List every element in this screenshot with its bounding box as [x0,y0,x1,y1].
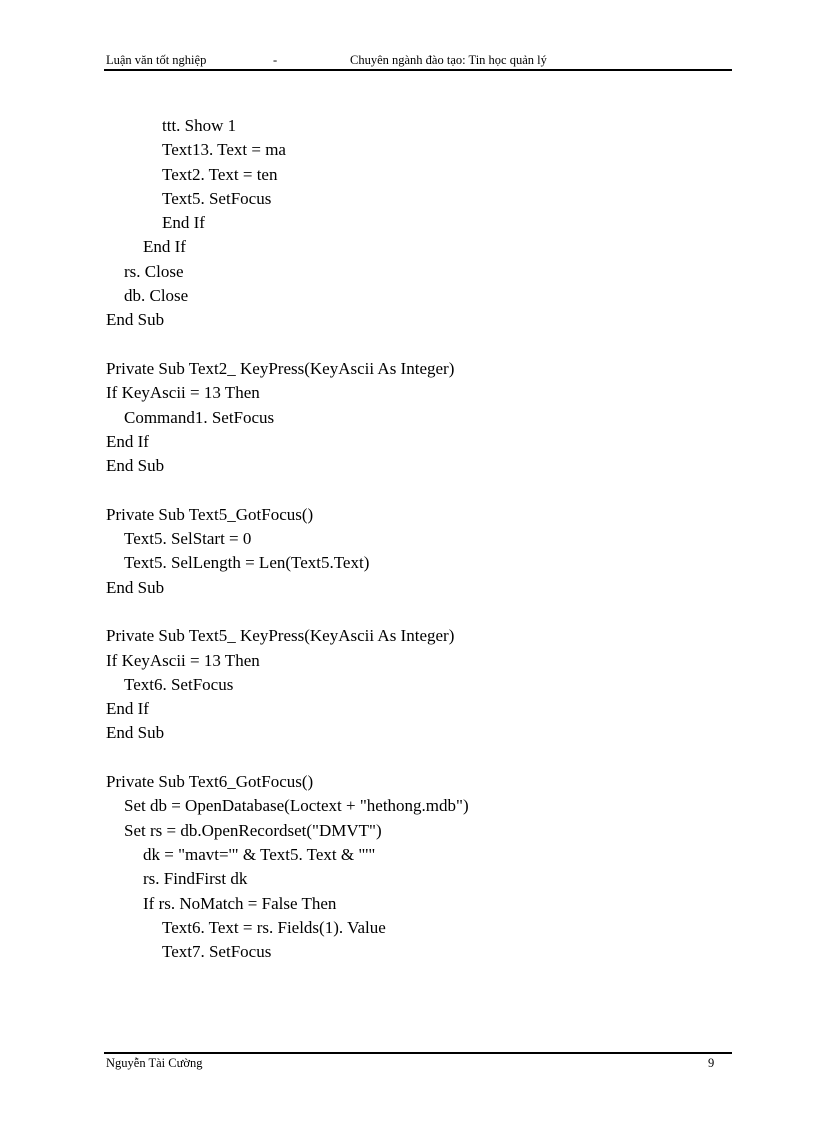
code-line: End If [106,699,149,719]
code-line: Text5. SetFocus [162,188,272,208]
header-right-title: Chuyên ngành đào tạo: Tin học quản lý [350,53,547,67]
header-rule [104,69,732,71]
code-line: Set rs = db.OpenRecordset("DMVT") [124,820,382,840]
code-line: Text7. SetFocus [162,942,272,962]
code-line: Private Sub Text2_ KeyPress(KeyAscii As Integer) [106,358,455,378]
footer-author: Nguyễn Tài Cường [106,1056,203,1070]
code-line: dk = "mavt='" & Text5. Text & "'" [143,844,376,864]
code-line: If KeyAscii = 13 Then [106,650,260,670]
code-line: Text6. SetFocus [124,674,234,694]
code-line: End If [143,237,186,257]
footer-rule [104,1052,732,1054]
code-line: Text5. SelStart = 0 [124,529,252,549]
code-line: rs. FindFirst dk [143,869,248,889]
code-line: Text13. Text = ma [162,140,286,160]
code-line [106,600,726,624]
code-line [106,746,726,770]
code-block [106,114,726,964]
code-line [106,478,726,502]
code-line: If rs. NoMatch = False Then [143,893,337,913]
code-line: Text6. Text = rs. Fields(1). Value [162,917,386,937]
code-line: Private Sub Text5_ KeyPress(KeyAscii As Integer) [106,626,455,646]
code-line: End Sub [106,310,165,330]
code-line: rs. Close [124,261,184,281]
code-line: If KeyAscii = 13 Then [106,383,260,403]
code-line: ttt. Show 1 [162,116,237,135]
code-line: End Sub [106,723,165,743]
code-line [106,333,726,357]
code-line: Text5. SelLength = Len(Text5.Text) [124,553,370,573]
code-line: Text2. Text = ten [162,164,278,184]
code-line: End If [162,213,205,233]
code-line: End If [106,431,149,451]
page-number: 9 [708,1056,715,1070]
code-line: Private Sub Text5_GotFocus() [106,504,314,524]
code-line: db. Close [124,286,189,306]
code-line: Command1. SetFocus [124,407,275,427]
code-line: Set db = OpenDatabase(Loctext + "hethong.mdb") [124,796,469,816]
header-separator: - [273,53,278,67]
code-line: End Sub [106,456,165,476]
code-line: Private Sub Text6_GotFocus() [106,772,314,792]
code-line: End Sub [106,577,165,597]
header-left-title: Luận văn tốt nghiệp [106,53,207,67]
